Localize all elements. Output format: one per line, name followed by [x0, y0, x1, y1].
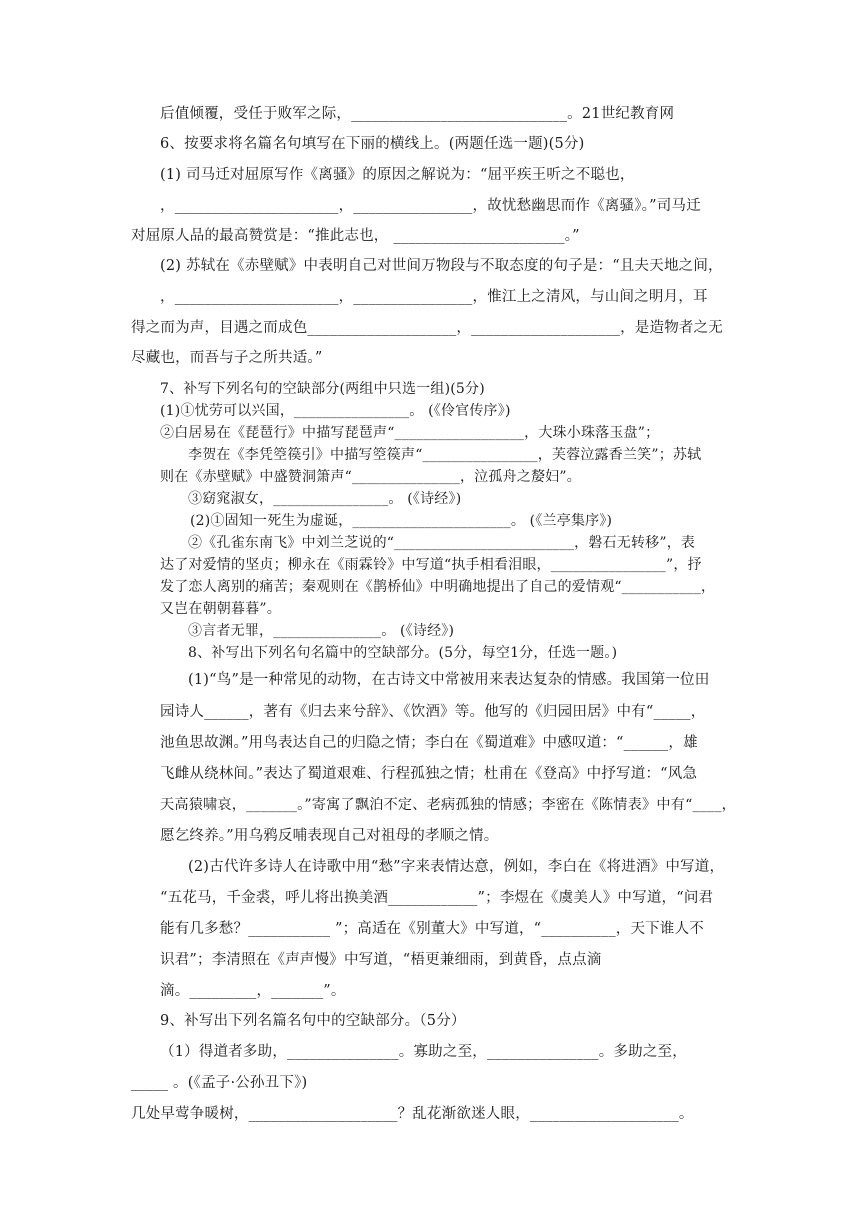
text-line: ，______________________，________________，惟江上之清风，与山间之明月，耳: [160, 289, 708, 305]
text-line: 李贺在《李凭箜篌引》中描写箜篌声“________________，芙蓉泣露香兰笑”；苏轼: [188, 447, 702, 463]
text-line: 愿乞终养。”用乌鸦反哺表现自己对祖母的孝顺之情。: [160, 828, 499, 844]
text-line: ②《孔雀东南飞》中刘兰芝说的“_________________________，磐石无转移”，表: [188, 535, 696, 551]
text-line: 识君”；李清照在《声声慢》中写道，“梧更兼细雨，到黄昏，点点滴: [160, 952, 602, 968]
text-line: (2) 苏轼在《赤壁赋》中表明自己对世间万物段与不取态度的句子是：“且夫天地之间，: [160, 258, 723, 274]
question-9-heading: 9、补写出下列名篇名句中的空缺部分。（5分）: [160, 1013, 466, 1029]
question-8-heading: 8、补写出下列名句名篇中的空缺部分。(5分，每空1分，任选一题。): [188, 645, 618, 661]
text-line: ②白居易在《琵琶行》中描写琵琶声“__________________，大珠小珠落玉盘”；: [160, 425, 660, 441]
text-line: 达了对爱情的坚贞；柳永在《雨霖铃》中写道“执手相看泪眼，________________”，抒: [160, 557, 702, 573]
text-line: ③窈窕淑女，________________。 (《诗经》): [188, 491, 462, 507]
text-line: (1)“鸟”是一种常见的动物，在古诗文中常被用来表达复杂的情感。我国第一位田: [188, 672, 710, 688]
text-line: 园诗人______，著有《归去来兮辞》、《饮酒》等。他写的《归园田居》中有“_____，: [160, 704, 706, 720]
text-line: (1) 司马迁对屈原写作《离骚》的原因之解说为：“屈平疾王听之不聪也，: [160, 167, 635, 183]
text-line: 几处早莺争暖树，____________________？乱花渐欲迷人眼，____________________。: [131, 1106, 694, 1122]
text-line: 后值倾覆，受任于败军之际，_____________________________。21世纪教育网: [160, 106, 675, 122]
question-6-heading: 6、按要求将名篇名句填写在下丽的横线上。(两题任选一题)(5分): [160, 136, 585, 152]
text-line: ③言者无罪，_______________。 (《诗经》): [188, 623, 455, 639]
text-line: 滴。_________，_______”。: [160, 983, 346, 999]
text-line: 则在《赤壁赋》中盛赞洞箫声“_______________，泣孤舟之嫠妇”。: [160, 469, 581, 485]
text-line: (1)①忧劳可以兴国，________________。 (《伶官传序》): [160, 403, 511, 419]
text-line: 发了恋人离别的痛苦；秦观则在《鹊桥仙》中明确地提出了自己的爱情观“___________，: [160, 579, 716, 595]
text-line: _____ 。(《孟子·公孙丑下》): [131, 1075, 308, 1091]
text-line: “五花马，千金裘，呼儿将出换美酒____________”；李煜在《虞美人》中写道，“问君: [160, 890, 714, 906]
text-line: 池鱼思故渊。”用鸟表达自己的归隐之情；李白在《蜀道难》中感叹道：“______，雄: [160, 735, 698, 751]
text-line: ，______________________，________________，故忧愁幽思而作《离骚》。”司马迁: [160, 198, 701, 214]
text-line: 天高猿啸哀，_______。”寄寓了飘泊不定、老病孤独的情感；李密在《陈情表》中有“____，: [160, 797, 736, 813]
text-line: 得之而为声，目遇之而成色____________________，____________________，是造物者之无: [131, 320, 723, 336]
question-7-heading: 7、补写下列名句的空缺部分(两组中只选一组)(5分): [160, 381, 485, 397]
text-line: 对屈原人品的最高赞赏是：“推此志也， _______________________。”: [131, 228, 580, 244]
text-line: 飞雌从绕林间。”表达了蜀道艰难、行程孤独之情；杜甫在《登高》中抒写道：“风急: [160, 766, 698, 782]
text-line: （1）得道者多助，_______________。寡助之至，_______________。多助之至，: [160, 1044, 687, 1060]
text-line: (2)古代许多诗人在诗歌中用“愁”字来表情达意，例如，李白在《将进酒》中写道，: [188, 859, 725, 875]
text-line: (2)①固知一死生为虚诞，______________________。 (《兰亭集序》): [190, 513, 613, 529]
text-line: 能有几多愁？___________ ”；高适在《别董大》中写道，“__________，天下谁人不: [160, 921, 704, 937]
text-line: 尽藏也，而吾与子之所共适。”: [131, 350, 323, 366]
text-line: 又岂在朝朝暮暮”。: [160, 601, 281, 617]
